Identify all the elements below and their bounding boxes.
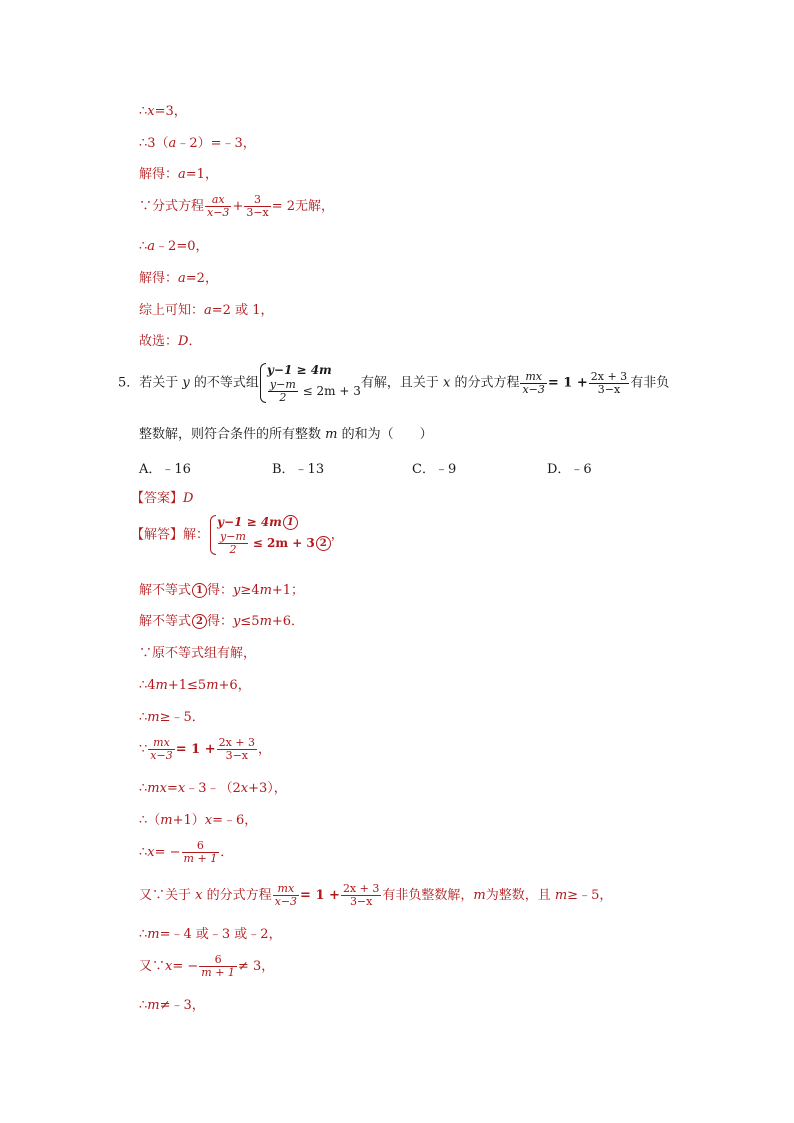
variable: a <box>147 239 156 254</box>
text: 解： <box>183 527 210 543</box>
option-d: D．﹣6 <box>547 462 592 477</box>
analysis-line <box>131 514 344 556</box>
text: 有非负 <box>630 375 670 391</box>
text: 解得： <box>139 167 179 182</box>
solution-line <box>139 333 201 351</box>
text: 的和为（ ） <box>337 427 433 442</box>
variable: y <box>182 375 190 391</box>
fraction: $\frac{ax}{x-3}$ <box>207 193 230 219</box>
solution-line: ∴（m+1）x=﹣6， <box>139 813 258 828</box>
solution-line: ∴4m+1≤5m+6， <box>139 678 251 693</box>
text: 的不等式组 <box>189 375 259 391</box>
solution-line: 又∵x= − $\frac{6}{m + 1}$ ≠ 3， <box>139 953 275 979</box>
text: ∴ <box>139 239 148 254</box>
fraction: $\frac{3}{3-x}$ <box>246 193 269 219</box>
solution-line: ∵ $\frac{mx}{x-3}$ = 1 + $\frac{2x + 3}{3-x}$ ， <box>139 736 272 762</box>
solution-line: ∵原不等式组有解， <box>139 646 257 661</box>
question-5-line-1 <box>118 362 669 404</box>
variable: x <box>442 375 451 391</box>
option-a: A．﹣16 <box>139 462 191 477</box>
text: 故选： <box>139 334 179 349</box>
variable: m <box>325 427 338 442</box>
variable: a <box>178 271 186 286</box>
solution-line: ∴m≠﹣3， <box>139 998 205 1013</box>
solution-line <box>139 103 187 121</box>
text: ﹣2=0， <box>155 239 209 254</box>
answer-line <box>131 490 193 508</box>
solution-line <box>139 238 208 256</box>
solution-line: 解不等式 2 得：y≤5m+6． <box>139 614 305 629</box>
text: 解得： <box>139 271 179 286</box>
text: =2， <box>185 271 218 286</box>
solution-line <box>139 166 218 184</box>
answer-value: D <box>183 491 194 506</box>
fraction: $\frac{mx}{x-3}$ <box>522 369 545 396</box>
solution-line: ∴m≥﹣5． <box>139 710 205 725</box>
analysis-tag: 【解答】 <box>131 527 184 543</box>
circled-number: 2 <box>192 614 207 629</box>
text: =1， <box>185 167 218 182</box>
text: ． <box>188 334 202 349</box>
text: ∵分式方程 <box>139 199 205 214</box>
solution-line <box>139 302 273 320</box>
variable: a <box>204 303 212 318</box>
solution-line: ∴x= − $\frac{6}{m + 1}$ ． <box>139 839 234 865</box>
text: ﹣2）=﹣3， <box>176 136 256 151</box>
text: ∴ <box>139 104 148 119</box>
text: 整数解，则符合条件的所有整数 <box>139 427 326 442</box>
circled-number: 1 <box>192 583 207 598</box>
text: ∴3（ <box>139 136 169 151</box>
text: 综上可知： <box>139 303 205 318</box>
solution-line: 解不等式 1 得：y≥4m+1； <box>139 583 305 598</box>
text: = 1 + <box>547 375 588 391</box>
text: =2 或 1， <box>211 303 274 318</box>
option-b: B．﹣13 <box>272 462 325 477</box>
question-number: 5． <box>118 375 140 391</box>
variable: D <box>178 334 189 349</box>
text: + <box>232 199 244 214</box>
text: = 2无解， <box>271 199 335 214</box>
solution-line <box>139 194 334 219</box>
variable: x <box>147 104 155 119</box>
inequality-system: y−1 ≥ 4m $\frac{y-m}{2}$ ≤ 2m + 3 <box>259 362 361 404</box>
option-c: C．﹣9 <box>412 462 457 477</box>
inequality-system: y−1 ≥ 4m 1 $\frac{y-m}{2}$ ≤ 2m + 3 2 <box>209 514 331 556</box>
question-5-line-2 <box>139 426 433 444</box>
answer-tag: 【答案】 <box>131 491 184 506</box>
text: 有解，且关于 <box>360 375 443 391</box>
solution-line <box>139 270 218 288</box>
solution-line: 又∵关于 x 的分式方程 $\frac{mx}{x-3}$ = 1 + $\frac{2x + 3}{3-x}$ 有非负整数解，m为整数，且 m≥﹣5， <box>139 882 613 908</box>
variable: a <box>168 136 177 151</box>
solution-line: ∴mx=x﹣3﹣（2x+3）， <box>139 781 287 796</box>
text: 若关于 <box>139 375 183 391</box>
variable: a <box>178 167 186 182</box>
fraction: $\frac{2x + 3}{3-x}$ <box>590 369 628 396</box>
text: =3， <box>154 104 187 119</box>
solution-line <box>139 135 256 153</box>
text: 的分式方程 <box>450 375 520 391</box>
solution-line: ∴m=﹣4 或﹣3 或﹣2， <box>139 927 282 942</box>
text: ， <box>330 527 344 543</box>
